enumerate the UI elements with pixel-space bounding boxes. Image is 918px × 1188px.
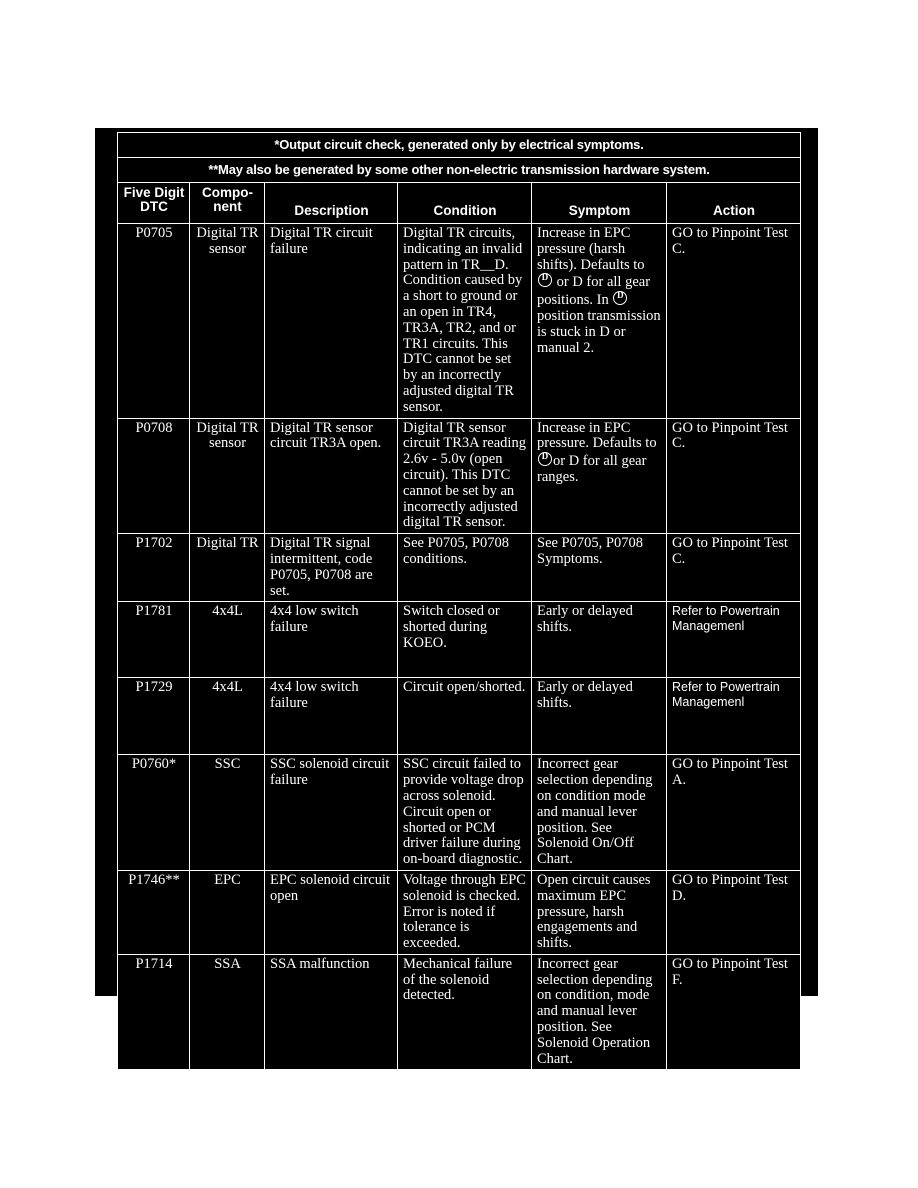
cell-description: Digital TR sensor circuit TR3A open. <box>265 418 398 534</box>
column-header-action: Action <box>667 183 801 224</box>
cell-description: 4x4 low switch failure <box>265 602 398 678</box>
cell-symptom: Open circuit causes maximum EPC pressure, harsh engagements and shifts. <box>532 870 667 954</box>
footnote-single-asterisk: *Output circuit check, generated only by electrical symptoms. <box>118 133 801 158</box>
table-row <box>118 954 801 1070</box>
column-header-symptom: Symptom <box>532 183 667 224</box>
cell-component: 4x4L <box>190 602 265 678</box>
column-header-dtc-line1: Five Digit <box>123 185 185 200</box>
cell-action: GO to Pinpoint Test C. <box>667 418 801 534</box>
cell-action: GO to Pinpoint Test D. <box>667 870 801 954</box>
column-header-component <box>190 183 265 224</box>
cell-component: Digital TR sensor <box>190 418 265 534</box>
column-header-description: Description <box>265 183 398 224</box>
cell-symptom <box>532 224 667 419</box>
table-note-row-2 <box>118 158 801 183</box>
cell-description: 4x4 low switch failure <box>265 678 398 755</box>
table-row <box>118 755 801 871</box>
cell-action: GO to Pinpoint Test F. <box>667 954 801 1070</box>
cell-symptom: Early or delayed shifts. <box>532 602 667 678</box>
cell-dtc: P1729 <box>118 678 190 755</box>
table-row <box>118 602 801 678</box>
overdrive-icon <box>538 273 552 287</box>
cell-action: Refer to Powertrain Managemenl <box>667 602 801 678</box>
cell-component: 4x4L <box>190 678 265 755</box>
cell-dtc: P0760* <box>118 755 190 871</box>
cell-component: SSA <box>190 954 265 1070</box>
cell-symptom: Early or delayed shifts. <box>532 678 667 755</box>
cell-description: Digital TR circuit failure <box>265 224 398 419</box>
cell-condition: Switch closed or shorted during KOEO. <box>398 602 532 678</box>
dtc-reference-table <box>117 132 801 1070</box>
cell-description: SSA malfunction <box>265 954 398 1070</box>
cell-description: Digital TR signal intermittent, code P0705, P0708 are set. <box>265 534 398 602</box>
cell-condition: SSC circuit failed to provide voltage drop across solenoid. Circuit open or shorted or PCM driver failure during on-board diagnostic. <box>398 755 532 871</box>
cell-component: SSC <box>190 755 265 871</box>
cell-action: Refer to Powertrain Managemenl <box>667 678 801 755</box>
cell-dtc: P0705 <box>118 224 190 419</box>
cell-symptom: Incorrect gear selection depending on condition, mode and manual lever position. See Solenoid Operation Chart. <box>532 954 667 1070</box>
cell-component: Digital TR <box>190 534 265 602</box>
cell-action: GO to Pinpoint Test A. <box>667 755 801 871</box>
cell-dtc: P1781 <box>118 602 190 678</box>
table-note-row-1 <box>118 133 801 158</box>
cell-component: Digital TR sensor <box>190 224 265 419</box>
cell-description: SSC solenoid circuit failure <box>265 755 398 871</box>
dtc-table-container <box>117 132 800 1070</box>
cell-condition: See P0705, P0708 conditions. <box>398 534 532 602</box>
cell-dtc: P1746** <box>118 870 190 954</box>
table-header-row <box>118 183 801 224</box>
column-header-dtc <box>118 183 190 224</box>
column-header-component-line2: nent <box>213 199 242 214</box>
column-header-dtc-line2: DTC <box>140 199 168 214</box>
cell-description: EPC solenoid circuit open <box>265 870 398 954</box>
symptom-text-part1: Increase in EPC pressure (harsh shifts). Defaults to <box>537 225 645 273</box>
cell-condition: Voltage through EPC solenoid is checked. Error is noted if tolerance is exceeded. <box>398 870 532 954</box>
table-row <box>118 534 801 602</box>
cell-symptom: See P0705, P0708 Symptoms. <box>532 534 667 602</box>
column-header-condition: Condition <box>398 183 532 224</box>
table-row <box>118 224 801 419</box>
cell-action: GO to Pinpoint Test C. <box>667 224 801 419</box>
column-header-component-line1: Compo- <box>202 185 253 200</box>
overdrive-icon <box>613 291 627 305</box>
symptom-text-part2: or D for all gear positions. In <box>537 274 651 309</box>
cell-condition: Digital TR sensor circuit TR3A reading 2.6v - 5.0v (open circuit). This DTC cannot be set by an incorrectly adjusted digital TR sensor. <box>398 418 532 534</box>
cell-symptom: Incorrect gear selection depending on condition mode and manual lever position. See Solenoid On/Off Chart. <box>532 755 667 871</box>
symptom-text-part1: Increase in EPC pressure. Defaults to <box>537 419 657 452</box>
cell-symptom <box>532 418 667 534</box>
overdrive-icon <box>538 452 552 466</box>
table-row <box>118 870 801 954</box>
cell-dtc: P0708 <box>118 418 190 534</box>
cell-action: GO to Pinpoint Test C. <box>667 534 801 602</box>
cell-dtc: P1714 <box>118 954 190 1070</box>
symptom-text-part2: or D for all gear ranges. <box>537 453 647 485</box>
footnote-double-asterisk: **May also be generated by some other non-electric transmission hardware system. <box>118 158 801 183</box>
cell-dtc: P1702 <box>118 534 190 602</box>
cell-condition: Digital TR circuits, indicating an invalid pattern in TR__D. Condition caused by a short to ground or an open in TR4, TR3A, TR2, and or TR1 circuits. This DTC cannot be set by an incorrectly adjusted digital TR sensor. <box>398 224 532 419</box>
cell-component: EPC <box>190 870 265 954</box>
cell-condition: Mechanical failure of the solenoid detected. <box>398 954 532 1070</box>
cell-condition: Circuit open/shorted. <box>398 678 532 755</box>
symptom-text-part3: position transmission is stuck in D or manual 2. <box>537 307 661 356</box>
table-row <box>118 678 801 755</box>
table-row <box>118 418 801 534</box>
